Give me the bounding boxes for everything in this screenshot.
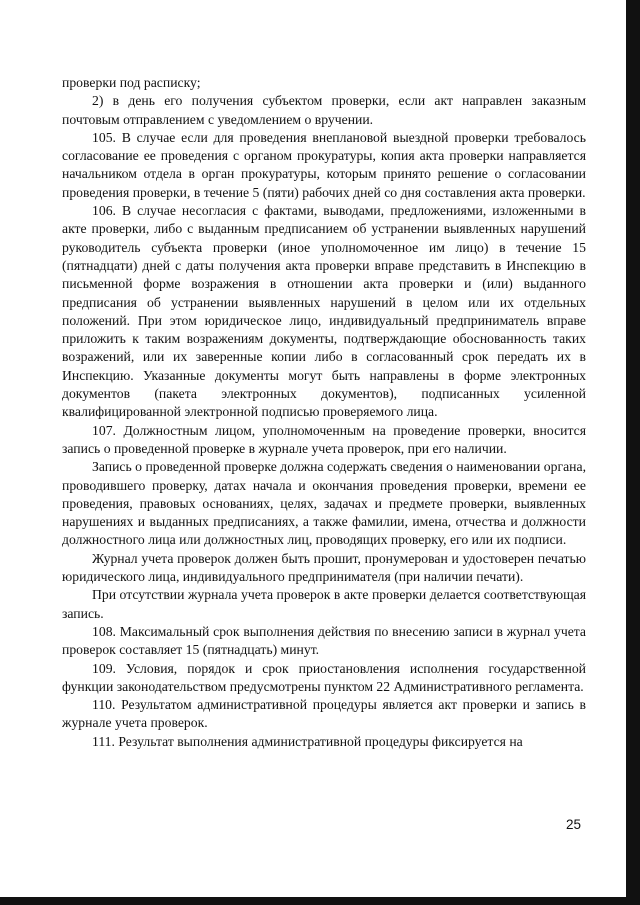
paragraph-item-2: 2) в день его получения субъектом проверки, если акт направлен заказным почтовым отправлением с уведомлением о вручении.: [62, 93, 586, 127]
paragraph-record-contents: Запись о проведенной проверке должна содержать сведения о наименовании органа, проводившего проверку, датах начала и окончания проведения проверки, времени ее проведения, правовых основаниях, целях, задачах и предмете проверки, выявленных нарушениях и выданных предписаниях, а также фамилии, имена, отчества и должности должностного лица или должностных лиц, проводящих проверку, его или их подписи.: [62, 459, 586, 548]
paragraph-111: 111. Результат выполнения административной процедуры фиксируется на: [92, 733, 523, 749]
paragraph-108: 108. Максимальный срок выполнения действия по внесению записи в журнал учета проверок составляет 15 (пятнадцать) минут.: [62, 623, 586, 658]
scan-edge-right: [626, 0, 640, 905]
paragraph-journal-absence: При отсутствии журнала учета проверок в акте проверки делается соответствующая запись.: [62, 587, 586, 621]
paragraph-journal-binding: Журнал учета проверок должен быть прошит, пронумерован и удостоверен печатью юридического лица, индивидуального предпринимателя (при наличии печати).: [62, 550, 586, 585]
scan-edge-bottom: [0, 897, 640, 905]
paragraph-109: 109. Условия, порядок и срок приостановления исполнения государственной функции законодательством предусмотрены пунктом 22 Административного регламента.: [62, 660, 586, 694]
paragraph-105: 105. В случае если для проведения внеплановой выездной проверки требовалось согласование ее проведения с органом прокуратуры, копия акта проверки направляется начальником отдела в орган прокуратуры, которым принято решение о согласовании проведения проверки, в течение 5 (пяти) рабочих дней со дня составления акта проверки.: [62, 129, 586, 200]
page-number: 25: [566, 817, 582, 832]
paragraph-106: 106. В случае несогласия с фактами, выводами, предложениями, изложенными в акте проверки, либо с выданным предписанием об устранении выявленных нарушений руководитель субъекта проверки (иное уполномоченное им лицо) в течение 15 (пятнадцати) дней с даты получения акта проверки вправе представить в Инспекцию в письменной форме возражения в отношении акта проверки и (или) выданного предписания об устранении выявленных нарушений в целом или их отдельных положений. При этом юридическое лицо, индивидуальный предприниматель вправе приложить к таким возражениям документы, подтверждающие обоснованность таких возражений, или их заверенные копии либо в согласованный срок передать их в Инспекцию. Указанные документы могут быть направлены в форме электронных документов (пакета электронных документов), подписанных усиленной квалифицированной электронной подписью проверяемого лица.: [62, 203, 586, 420]
paragraph-110: 110. Результатом административной процедуры является акт проверки и запись в журнале учета проверок.: [62, 697, 586, 731]
paragraph-107: 107. Должностным лицом, уполномоченным на проведение проверки, вносится запись о проведенной проверке в журнале учета проверок, при его наличии.: [62, 422, 586, 456]
document-body: [62, 74, 586, 751]
paragraph-continuation: проверки под расписку;: [62, 75, 201, 90]
